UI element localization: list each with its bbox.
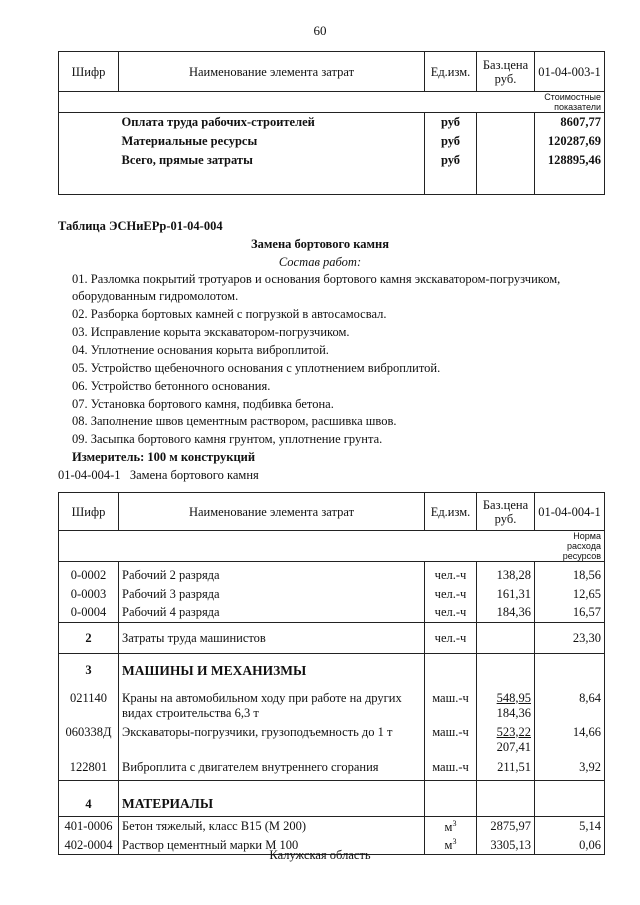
row-value: 128895,46 <box>535 151 605 170</box>
row-unit: руб <box>425 113 477 132</box>
row-unit: маш.-ч <box>425 688 477 724</box>
row-name: Бетон тяжелый, класс В15 (М 200) <box>119 817 425 837</box>
header-code: Шифр <box>59 52 119 92</box>
header-code: Шифр <box>59 493 119 531</box>
work-item: 02. Разборка бортовых камней с погрузкой в автосамосвал. <box>72 307 387 321</box>
section-title: МАТЕРИАЛЫ <box>119 781 425 817</box>
row-name: Рабочий 3 разряда <box>119 585 425 604</box>
header-price: Баз.цена руб. <box>477 52 535 92</box>
row-price: 211,51 <box>477 757 535 781</box>
section-title: Замена бортового камня <box>251 237 389 251</box>
resource-norms-table <box>58 492 605 855</box>
row-unit: $м^3$ <box>425 817 477 837</box>
work-item: 09. Засыпка бортового камня грунтом, уплотнение грунта. <box>72 432 383 446</box>
row-price: 2875,97 <box>477 817 535 837</box>
row-name: Раствор цементный марки М 100 <box>119 837 425 855</box>
row-price: 523,22 207,41 <box>477 724 535 757</box>
row-value: 5,14 <box>535 817 605 837</box>
work-item: 01. Разломка покрытий тротуаров и основания бортового камня экскаватором-погрузчиком, <box>72 272 561 286</box>
row-value: 23,30 <box>535 623 605 654</box>
row-price: 184,36 <box>477 604 535 623</box>
row-unit: $м^3$ <box>425 837 477 855</box>
cost-indicators-table <box>58 51 605 195</box>
row-price: 548,95 184,36 <box>477 688 535 724</box>
row-unit: маш.-ч <box>425 724 477 757</box>
row-price: 161,31 <box>477 585 535 604</box>
work-item: 06. Устройство бетонного основания. <box>72 379 271 393</box>
row-name: Материальные ресурсы <box>121 133 258 148</box>
header-norm-code: 01-04-004-1 <box>535 493 605 531</box>
table-title: Таблица ЭСНиЕРр-01-04-004 <box>58 219 223 233</box>
row-code: 401-0006 <box>59 817 119 837</box>
footer-region: Калужская область <box>269 848 371 862</box>
work-item: оборудованным гидромолотом. <box>72 289 239 303</box>
row-code: 0-0004 <box>59 604 119 623</box>
row-name: Затраты труда машинистов <box>119 623 425 654</box>
row-value: 18,56 <box>535 566 605 585</box>
work-item: 07. Установка бортового камня, подбивка бетона. <box>72 397 334 411</box>
row-code: 402-0004 <box>59 837 119 855</box>
row-unit: чел.-ч <box>425 566 477 585</box>
row-value: 3,92 <box>535 757 605 781</box>
row-name: Краны на автомобильном ходу при работе на других видах строительства 6,3 т <box>119 688 425 724</box>
row-code: 060338Д <box>59 724 119 757</box>
section-code: 4 <box>59 781 119 817</box>
row-value: 14,66 <box>535 724 605 757</box>
header-price: Баз.цена руб. <box>477 493 535 531</box>
row-value: 12,65 <box>535 585 605 604</box>
row-name: Экскаваторы-погрузчики, грузоподъемность до 1 т <box>119 724 425 757</box>
work-item: 08. Заполнение швов цементным раствором, расшивка швов. <box>72 414 397 428</box>
row-value: 16,57 <box>535 604 605 623</box>
row-code: 0-0002 <box>59 566 119 585</box>
header-name: Наименование элемента затрат <box>119 52 425 92</box>
section-title: МАШИНЫ И МЕХАНИЗМЫ <box>119 654 425 688</box>
row-name: Рабочий 4 разряда <box>119 604 425 623</box>
section-code: 2 <box>59 623 119 654</box>
page-number: 60 <box>313 23 327 38</box>
row-price: 3305,13 <box>477 837 535 855</box>
row-unit: чел.-ч <box>425 623 477 654</box>
row-unit: чел.-ч <box>425 604 477 623</box>
header-name: Наименование элемента затрат <box>119 493 425 531</box>
header-norm-code: 01-04-003-1 <box>535 52 605 92</box>
row-unit: чел.-ч <box>425 585 477 604</box>
row-unit: руб <box>425 132 477 151</box>
row-name: Рабочий 2 разряда <box>119 566 425 585</box>
header-unit: Ед.изм. <box>425 52 477 92</box>
row-code: 122801 <box>59 757 119 781</box>
section-code: 3 <box>59 654 119 688</box>
subheader: Стоимостные показатели <box>535 92 605 113</box>
row-value: 8607,77 <box>535 113 605 132</box>
subheader: Норма расхода ресурсов <box>535 531 605 562</box>
row-unit: маш.-ч <box>425 757 477 781</box>
row-code: 021140 <box>59 688 119 724</box>
row-name: Оплата труда рабочих-строителей <box>121 114 315 129</box>
header-unit: Ед.изм. <box>425 493 477 531</box>
row-unit: руб <box>425 151 477 170</box>
row-name: Всего, прямые затраты <box>121 152 253 167</box>
row-value: 8,64 <box>535 688 605 724</box>
row-code: 0-0003 <box>59 585 119 604</box>
row-value: 120287,69 <box>535 132 605 151</box>
norm-line: 01-04-004-1 Замена бортового камня <box>58 468 259 482</box>
works-heading: Состав работ: <box>278 255 362 269</box>
row-price: 138,28 <box>477 566 535 585</box>
meter: Измеритель: 100 м конструкций <box>72 450 256 464</box>
work-item: 03. Исправление корыта экскаватором-погрузчиком. <box>72 325 350 339</box>
row-value: 0,06 <box>535 837 605 855</box>
work-item: 04. Уплотнение основания корыта виброплитой. <box>72 343 329 357</box>
work-item: 05. Устройство щебеночного основания с уплотнением виброплитой. <box>72 361 441 375</box>
row-name: Виброплита с двигателем внутреннего сгорания <box>119 757 425 781</box>
